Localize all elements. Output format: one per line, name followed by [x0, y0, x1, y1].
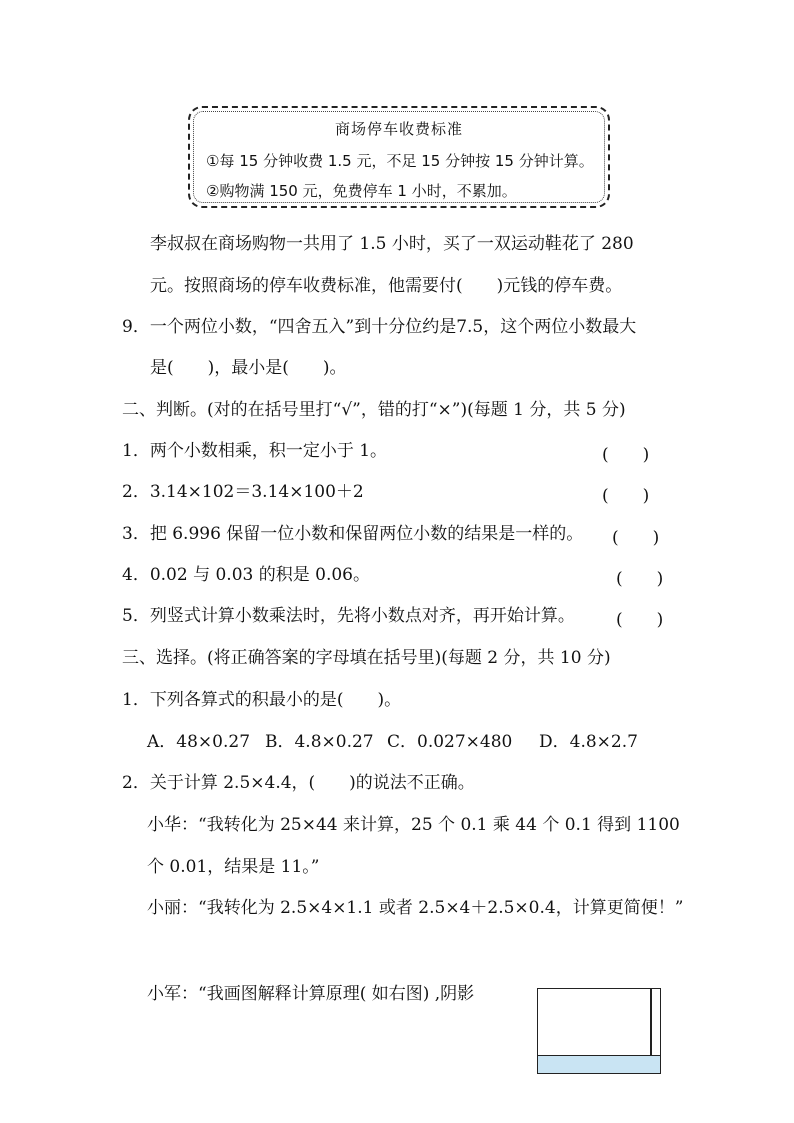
option-a: A．48×0.27 — [147, 732, 251, 752]
answer-paren[interactable]: ( ) — [616, 610, 664, 630]
section-2-heading: 二、判断。(对的在括号里打“√”，错的打“×”)(每题 1 分，共 5 分) — [122, 400, 626, 420]
q9-line-2: 是( )，最小是( )。 — [150, 358, 347, 378]
xiaohua-line-2: 个 0.01，结果是 11。” — [147, 857, 320, 877]
judge-item-3: 3．把 6.996 保留一位小数和保留两位小数的结果是一样的。 — [122, 524, 584, 544]
answer-paren[interactable]: ( ) — [602, 445, 650, 465]
option-b: B．4.8×0.27 — [265, 732, 374, 752]
choice-q2-stem: 2．关于计算 2.5×4.4，( )的说法不正确。 — [122, 773, 475, 793]
q8-line-2: 元。按照商场的停车收费标准，他需要付( )元钱的停车费。 — [150, 276, 623, 296]
choice-q1-stem: 1．下列各算式的积最小的是( )。 — [122, 690, 402, 710]
notice-title: 商场停车收费标准 — [334, 120, 463, 138]
q8-line-1: 李叔叔在商场购物一共用了 1.5 小时，买了一双运动鞋花了 280 — [150, 234, 634, 254]
answer-paren[interactable]: ( ) — [602, 486, 650, 506]
q9-line-1: 9．一个两位小数，“四舍五入”到十分位约是7.5，这个两位小数最大 — [122, 317, 637, 337]
xiaohua-line-1: 小华：“我转化为 25×44 来计算，25 个 0.1 乘 44 个 0.1 得到 1100 — [147, 815, 680, 835]
shaded-region — [538, 1055, 660, 1073]
answer-paren[interactable]: ( ) — [616, 569, 664, 589]
section-3-heading: 三、选择。(将正确答案的字母填在括号里)(每题 2 分，共 10 分) — [122, 648, 611, 668]
answer-paren[interactable]: ( ) — [612, 528, 660, 548]
judge-item-2: 2．3.14×102＝3.14×100＋2 — [122, 482, 364, 502]
option-c: C．0.027×480 — [387, 732, 513, 752]
judge-item-1: 1．两个小数相乘，积一定小于 1。 — [122, 441, 388, 461]
option-d: D．4.8×2.7 — [539, 732, 638, 752]
area-model-figure — [537, 988, 661, 1074]
parking-fee-notice — [188, 106, 610, 208]
notice-rule-2: ②购物满 150 元，免费停车 1 小时，不累加。 — [206, 182, 517, 200]
xiaojun-line: 小军：“我画图解释计算原理( 如右图) ,阴影 — [147, 984, 475, 1004]
notice-rule-1: ①每 15 分钟收费 1.5 元，不足 15 分钟按 15 分钟计算。 — [206, 152, 594, 170]
judge-item-4: 4．0.02 与 0.03 的积是 0.06。 — [122, 565, 370, 585]
judge-item-5: 5．列竖式计算小数乘法时，先将小数点对齐，再开始计算。 — [122, 606, 575, 626]
xiaoli-line: 小丽：“我转化为 2.5×4×1.1 或者 2.5×4＋2.5×0.4，计算更简便！” — [147, 898, 684, 918]
